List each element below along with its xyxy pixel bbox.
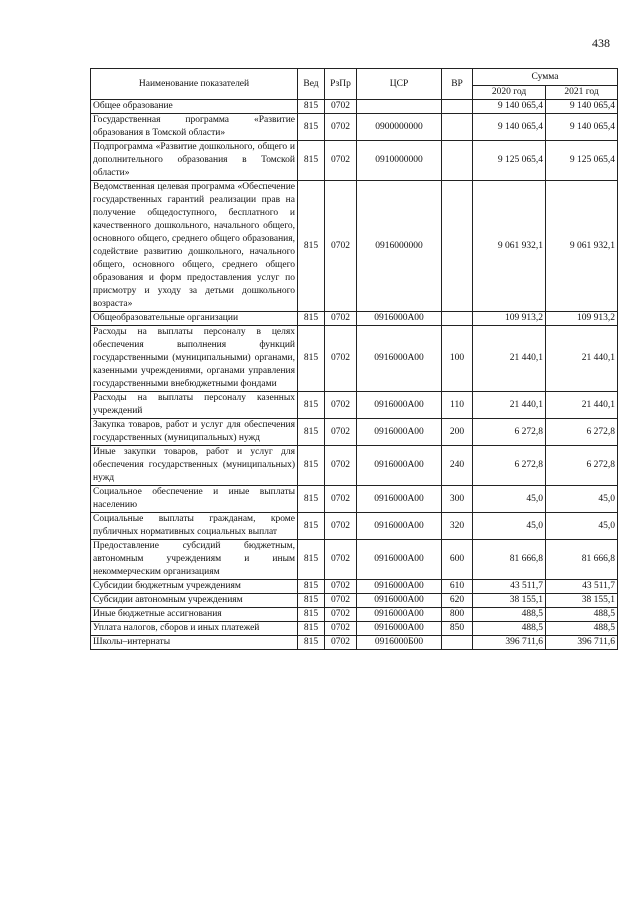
row-vr-cell: 610 [442,580,473,594]
row-name-cell: Уплата налогов, сборов и иных платежей [91,622,298,636]
row-csr-cell: 0916000А00 [357,446,442,486]
header-2021: 2021 год [546,86,618,100]
row-rzpr-cell: 0702 [325,392,357,419]
row-rzpr-cell: 0702 [325,141,357,181]
row-csr-cell: 0916000А00 [357,486,442,513]
row-2020-value: 488,5 [473,622,546,636]
row-rzpr-cell: 0702 [325,114,357,141]
table-row [91,486,618,513]
table-row [91,636,618,650]
table-row [91,419,618,446]
table-row [91,540,618,580]
row-csr-cell: 0916000А00 [357,622,442,636]
row-vr-cell [442,114,473,141]
row-csr-cell: 0910000000 [357,141,442,181]
row-ved-cell: 815 [298,486,325,513]
row-name-cell: Иные бюджетные ассигнования [91,608,298,622]
row-2021-value: 38 155,1 [546,594,618,608]
row-ved-cell: 815 [298,100,325,114]
row-csr-cell [357,100,442,114]
table-row [91,608,618,622]
row-ved-cell: 815 [298,636,325,650]
row-name-cell: Закупка товаров, работ и услуг для обеспечения государственных (муниципальных) нужд [91,419,298,446]
table-row [91,513,618,540]
header-rzpr: РзПр [325,69,357,100]
row-vr-cell: 850 [442,622,473,636]
row-2021-value: 9 061 932,1 [546,181,618,312]
table-row [91,594,618,608]
row-2021-value: 9 140 065,4 [546,114,618,141]
row-name-cell: Иные закупки товаров, работ и услуг для обеспечения государственных (муниципальных) нужд [91,446,298,486]
row-name-cell: Расходы на выплаты персоналу казенных учреждений [91,392,298,419]
row-2020-value: 9 061 932,1 [473,181,546,312]
table-body [91,100,618,650]
table-row [91,181,618,312]
header-2020: 2020 год [473,86,546,100]
row-ved-cell: 815 [298,141,325,181]
row-ved-cell: 815 [298,540,325,580]
row-ved-cell: 815 [298,392,325,419]
row-2021-value: 6 272,8 [546,446,618,486]
row-2020-value: 9 140 065,4 [473,114,546,141]
row-rzpr-cell: 0702 [325,326,357,392]
row-rzpr-cell: 0702 [325,580,357,594]
row-csr-cell: 0916000А00 [357,608,442,622]
row-rzpr-cell: 0702 [325,312,357,326]
table-row [91,114,618,141]
row-vr-cell: 110 [442,392,473,419]
row-ved-cell: 815 [298,622,325,636]
row-rzpr-cell: 0702 [325,594,357,608]
row-vr-cell [442,312,473,326]
row-2020-value: 45,0 [473,513,546,540]
row-ved-cell: 815 [298,513,325,540]
row-name-cell: Ведомственная целевая программа «Обеспечение государственных гарантий реализации прав на получение общедоступного, бесплатного и качественного дошкольного, начального общего, основного общего, среднего общего образования, содействие развитию дошкольного, начального общего, основного общего, среднего общего образования и форм предоставления услуг по присмотру и уходу за детьми дошкольного возраста» [91,181,298,312]
table-row [91,622,618,636]
row-name-cell: Предоставление субсидий бюджетным, автономным учреждениям и иным некоммерческим организациям [91,540,298,580]
row-name-cell: Субсидии бюджетным учреждениям [91,580,298,594]
row-ved-cell: 815 [298,608,325,622]
row-vr-cell [442,141,473,181]
row-2020-value: 21 440,1 [473,392,546,419]
row-vr-cell [442,100,473,114]
row-vr-cell [442,636,473,650]
row-2020-value: 45,0 [473,486,546,513]
row-ved-cell: 815 [298,312,325,326]
row-name-cell: Общеобразовательные организации [91,312,298,326]
row-csr-cell: 0916000А00 [357,580,442,594]
row-name-cell: Расходы на выплаты персоналу в целях обеспечения выполнения функций государственными (муниципальными) органами, казенными учреждениями, органами управления государственными внебюджетными фондами [91,326,298,392]
row-csr-cell: 0916000000 [357,181,442,312]
row-ved-cell: 815 [298,594,325,608]
table-row [91,580,618,594]
row-vr-cell: 100 [442,326,473,392]
row-csr-cell: 0916000А00 [357,326,442,392]
row-csr-cell: 0916000А00 [357,540,442,580]
row-rzpr-cell: 0702 [325,540,357,580]
row-2020-value: 109 913,2 [473,312,546,326]
row-csr-cell: 0916000Б00 [357,636,442,650]
row-name-cell: Школы–интернаты [91,636,298,650]
row-2020-value: 38 155,1 [473,594,546,608]
row-2021-value: 109 913,2 [546,312,618,326]
row-name-cell: Подпрограмма «Развитие дошкольного, общего и дополнительного образования в Томской области» [91,141,298,181]
row-2021-value: 6 272,8 [546,419,618,446]
row-vr-cell: 620 [442,594,473,608]
header-sum: Сумма [473,69,618,86]
row-vr-cell: 200 [442,419,473,446]
table-row [91,392,618,419]
row-2021-value: 43 511,7 [546,580,618,594]
row-name-cell: Государственная программа «Развитие образования в Томской области» [91,114,298,141]
row-ved-cell: 815 [298,446,325,486]
row-csr-cell: 0916000А00 [357,513,442,540]
header-ved: Вед [298,69,325,100]
row-2021-value: 396 711,6 [546,636,618,650]
table-row [91,312,618,326]
table-row [91,446,618,486]
row-csr-cell: 0916000А00 [357,312,442,326]
row-rzpr-cell: 0702 [325,100,357,114]
header-name: Наименование показателей [91,69,298,100]
row-ved-cell: 815 [298,326,325,392]
row-2020-value: 396 711,6 [473,636,546,650]
header-csr: ЦСР [357,69,442,100]
table-row [91,141,618,181]
row-2021-value: 488,5 [546,608,618,622]
row-rzpr-cell: 0702 [325,608,357,622]
row-vr-cell: 240 [442,446,473,486]
row-2020-value: 6 272,8 [473,446,546,486]
row-2021-value: 45,0 [546,486,618,513]
row-2020-value: 9 140 065,4 [473,100,546,114]
table-row [91,326,618,392]
row-rzpr-cell: 0702 [325,486,357,513]
row-csr-cell: 0916000А00 [357,392,442,419]
table-row [91,100,618,114]
row-csr-cell: 0916000А00 [357,594,442,608]
row-csr-cell: 0900000000 [357,114,442,141]
row-name-cell: Общее образование [91,100,298,114]
row-2020-value: 21 440,1 [473,326,546,392]
row-2021-value: 9 125 065,4 [546,141,618,181]
row-rzpr-cell: 0702 [325,181,357,312]
row-2020-value: 9 125 065,4 [473,141,546,181]
row-vr-cell: 600 [442,540,473,580]
row-name-cell: Социальные выплаты гражданам, кроме публичных нормативных социальных выплат [91,513,298,540]
row-2021-value: 81 666,8 [546,540,618,580]
row-2021-value: 488,5 [546,622,618,636]
row-vr-cell: 320 [442,513,473,540]
header-vr: ВР [442,69,473,100]
row-name-cell: Субсидии автономным учреждениям [91,594,298,608]
page-number: 438 [592,36,610,50]
row-rzpr-cell: 0702 [325,419,357,446]
row-2020-value: 43 511,7 [473,580,546,594]
row-2020-value: 488,5 [473,608,546,622]
row-2021-value: 9 140 065,4 [546,100,618,114]
row-2021-value: 45,0 [546,513,618,540]
row-vr-cell [442,181,473,312]
row-name-cell: Социальное обеспечение и иные выплаты населению [91,486,298,513]
row-rzpr-cell: 0702 [325,622,357,636]
row-ved-cell: 815 [298,580,325,594]
row-ved-cell: 815 [298,419,325,446]
row-2020-value: 81 666,8 [473,540,546,580]
row-vr-cell: 300 [442,486,473,513]
row-rzpr-cell: 0702 [325,636,357,650]
row-csr-cell: 0916000А00 [357,419,442,446]
row-2021-value: 21 440,1 [546,392,618,419]
row-2020-value: 6 272,8 [473,419,546,446]
row-vr-cell: 800 [442,608,473,622]
row-ved-cell: 815 [298,181,325,312]
budget-table [90,68,618,650]
row-2021-value: 21 440,1 [546,326,618,392]
row-ved-cell: 815 [298,114,325,141]
row-rzpr-cell: 0702 [325,513,357,540]
row-rzpr-cell: 0702 [325,446,357,486]
